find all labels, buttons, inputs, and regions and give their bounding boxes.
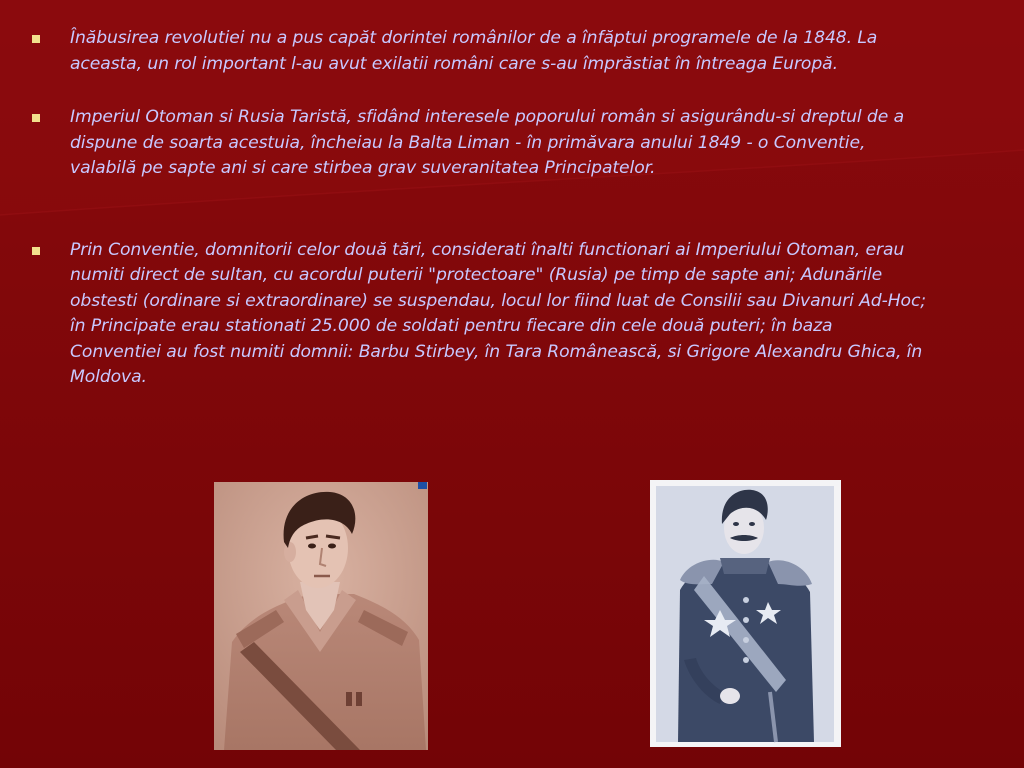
small-blue-mark (418, 482, 427, 489)
bullet-item (28, 26, 928, 77)
content-bullet-list (28, 26, 928, 391)
square-bullet-icon (32, 247, 40, 255)
square-bullet-icon (32, 114, 40, 122)
portrait-photo-left (214, 482, 428, 750)
bullet-item (28, 238, 928, 391)
bullet-text: Înăbusirea revolutiei nu a pus capăt dorintei românilor de a înfăptui programele de la 1848. La aceasta, un rol important l-au avut exilatii români care s-au împrăstiat în întreaga Europă. (70, 28, 878, 74)
bullet-text: Imperiul Otoman si Rusia Taristă, sfidând interesele poporului român si asigurându-si dreptul de a dispune de soarta acestuia, încheiau la Balta Liman - în primăvara anului 1849 - o Conventie, valabilă pe sapte ani si care stirbea grav suveranitatea Principatelor. (70, 107, 905, 178)
square-bullet-icon (32, 35, 40, 43)
bullet-item (28, 105, 928, 182)
portrait-engraving-right (650, 480, 841, 747)
bullet-text: Prin Conventie, domnitorii celor două tări, considerati înalti functionari ai Imperiului Otoman, erau numiti direct de sultan, cu acordul puterii "protectoare" (Rusia) pe timp de sapte ani; Adunările obstesti (ordinare si extraordinare) se suspendau, locul lor fiind luat de Consilii sau Divanuri Ad-Hoc; în Principate erau stationati 25.000 de soldati pentru fiecare din cele două puteri; în baza Conventiei au fost numiti domnii: Barbu Stirbey, în Tara Românească, si Grigore Alexandru Ghica, în Moldova. (70, 239, 926, 387)
